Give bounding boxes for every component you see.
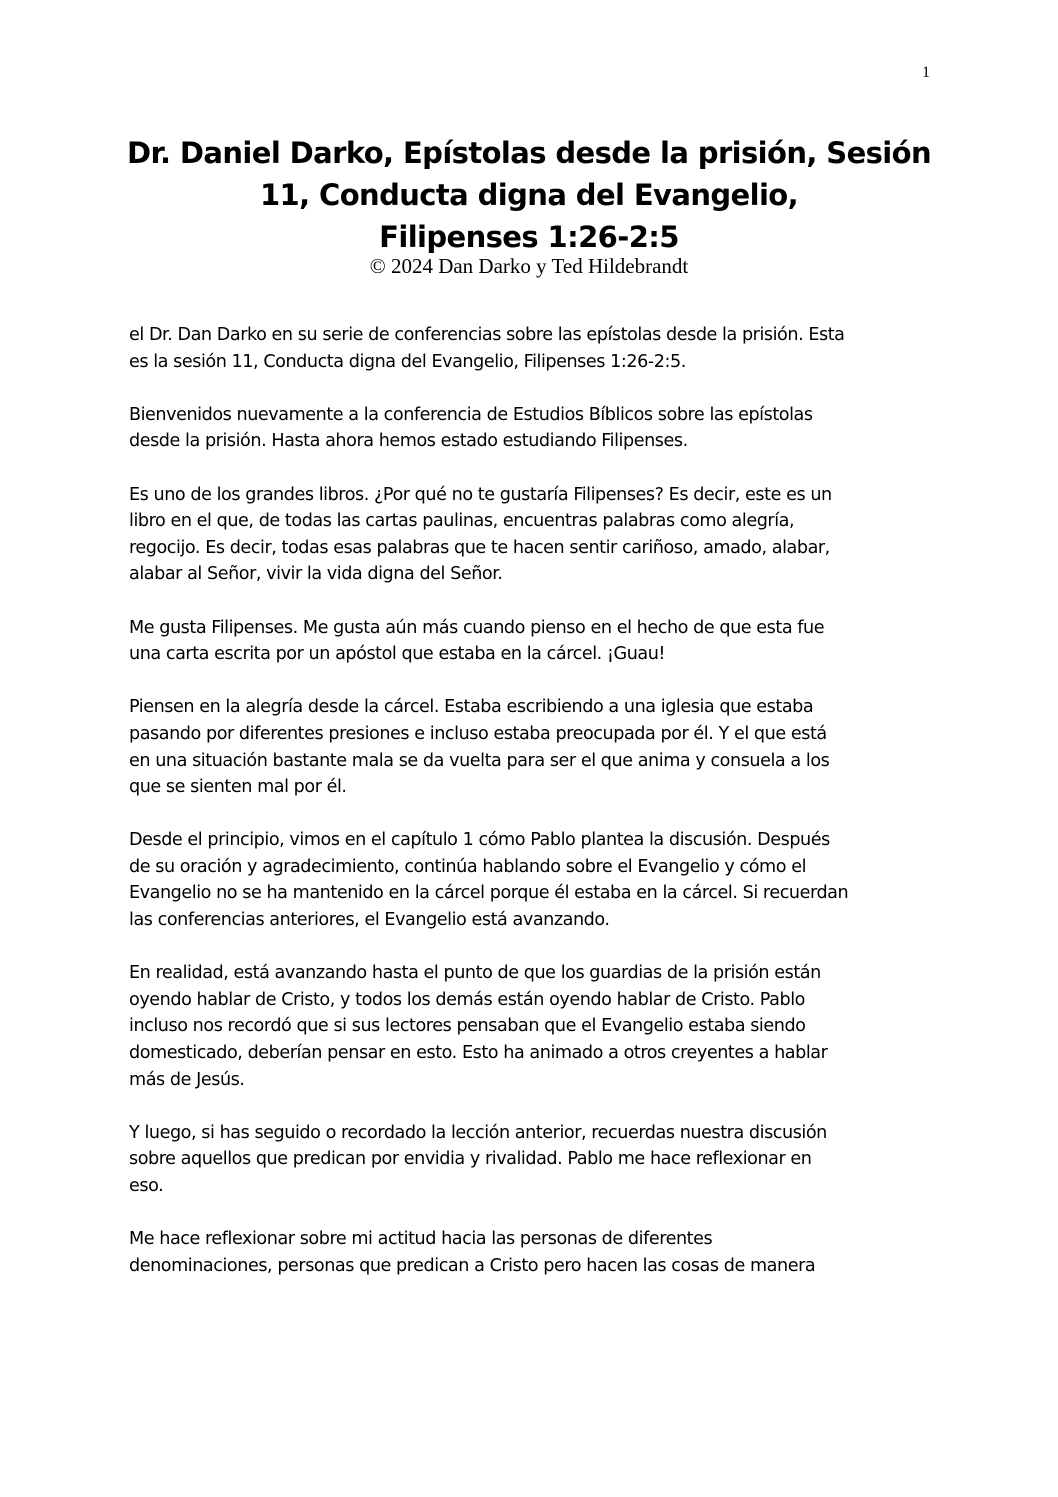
text-line: Me hace reflexionar sobre mi actitud hacia las personas de diferentes — [129, 1229, 713, 1250]
paragraph-7 — [129, 960, 929, 1093]
paragraph-1 — [129, 322, 929, 375]
text-line: sobre aquellos que predican por envidia y rivalidad. Pablo me hace reflexionar en — [129, 1149, 812, 1170]
text-line: que se sienten mal por él. — [129, 777, 347, 798]
text-line: libro en el que, de todas las cartas paulinas, encuentras palabras como alegría, — [129, 511, 795, 532]
text-line: Es uno de los grandes libros. ¿Por qué no te gustaría Filipenses? Es decir, este es un — [129, 484, 832, 505]
document-title-line-1: Dr. Daniel Darko, Epístolas desde la prisión, Sesión — [126, 136, 932, 170]
text-line: Bienvenidos nuevamente a la conferencia de Estudios Bíblicos sobre las epístolas — [129, 404, 813, 425]
text-line: regocijo. Es decir, todas esas palabras que te hacen sentir cariñoso, amado, alabar, — [129, 537, 830, 558]
text-line: denominaciones, personas que predican a Cristo pero hacen las cosas de manera — [129, 1255, 816, 1276]
document-title-line-3: Filipenses 1:26-2:5 — [379, 220, 679, 254]
text-line: es la sesión 11, Conducta digna del Evangelio, Filipenses 1:26-2:5. — [129, 351, 686, 372]
text-line: pasando por diferentes presiones e incluso estaba preocupada por él. Y el que está — [129, 723, 827, 744]
text-line: una carta escrita por un apóstol que estaba en la cárcel. ¡Guau! — [129, 644, 666, 665]
text-line: más de Jesús. — [129, 1069, 245, 1090]
document-title-line-2: 11, Conducta digna del Evangelio, — [259, 178, 799, 212]
text-line: domesticado, deberían pensar en esto. Esto ha animado a otros creyentes a hablar — [129, 1043, 828, 1064]
text-line: Me gusta Filipenses. Me gusta aún más cuando pienso en el hecho de que esta fue — [129, 617, 825, 638]
text-line: Desde el principio, vimos en el capítulo 1 cómo Pablo plantea la discusión. Después — [129, 830, 830, 851]
text-line: Evangelio no se ha mantenido en la cárcel porque él estaba en la cárcel. Si recuerdan — [129, 883, 849, 904]
paragraph-5 — [129, 694, 929, 800]
text-line: de su oración y agradecimiento, continúa hablando sobre el Evangelio y cómo el — [129, 856, 807, 877]
document-body — [129, 322, 929, 1306]
page-number: 1 — [922, 64, 930, 81]
text-line: incluso nos recordó que si sus lectores pensaban que el Evangelio estaba siendo — [129, 1016, 806, 1037]
title-block — [110, 132, 948, 278]
text-line: Y luego, si has seguido o recordado la lección anterior, recuerdas nuestra discusión — [129, 1122, 827, 1143]
text-line: alabar al Señor, vivir la vida digna del Señor. — [129, 564, 503, 585]
paragraph-9 — [129, 1226, 929, 1279]
paragraph-2 — [129, 402, 929, 455]
text-line: eso. — [129, 1176, 164, 1196]
text-line: en una situación bastante mala se da vuelta para ser el que anima y consuela a los — [129, 750, 830, 771]
text-line: desde la prisión. Hasta ahora hemos estado estudiando Filipenses. — [129, 431, 688, 452]
paragraph-4 — [129, 615, 929, 668]
text-line: oyendo hablar de Cristo, y todos los demás están oyendo hablar de Cristo. Pablo — [129, 989, 805, 1010]
text-line: el Dr. Dan Darko en su serie de conferencias sobre las epístolas desde la prisión. Esta — [129, 325, 845, 345]
paragraph-3 — [129, 482, 929, 588]
paragraph-8 — [129, 1120, 929, 1200]
text-line: las conferencias anteriores, el Evangelio está avanzando. — [129, 910, 610, 931]
paragraph-6 — [129, 827, 929, 933]
text-line: Piensen en la alegría desde la cárcel. Estaba escribiendo a una iglesia que estaba — [129, 697, 814, 718]
copyright-notice: © 2024 Dan Darko y Ted Hildebrandt — [369, 254, 689, 278]
text-line: En realidad, está avanzando hasta el punto de que los guardias de la prisión están — [129, 963, 821, 984]
